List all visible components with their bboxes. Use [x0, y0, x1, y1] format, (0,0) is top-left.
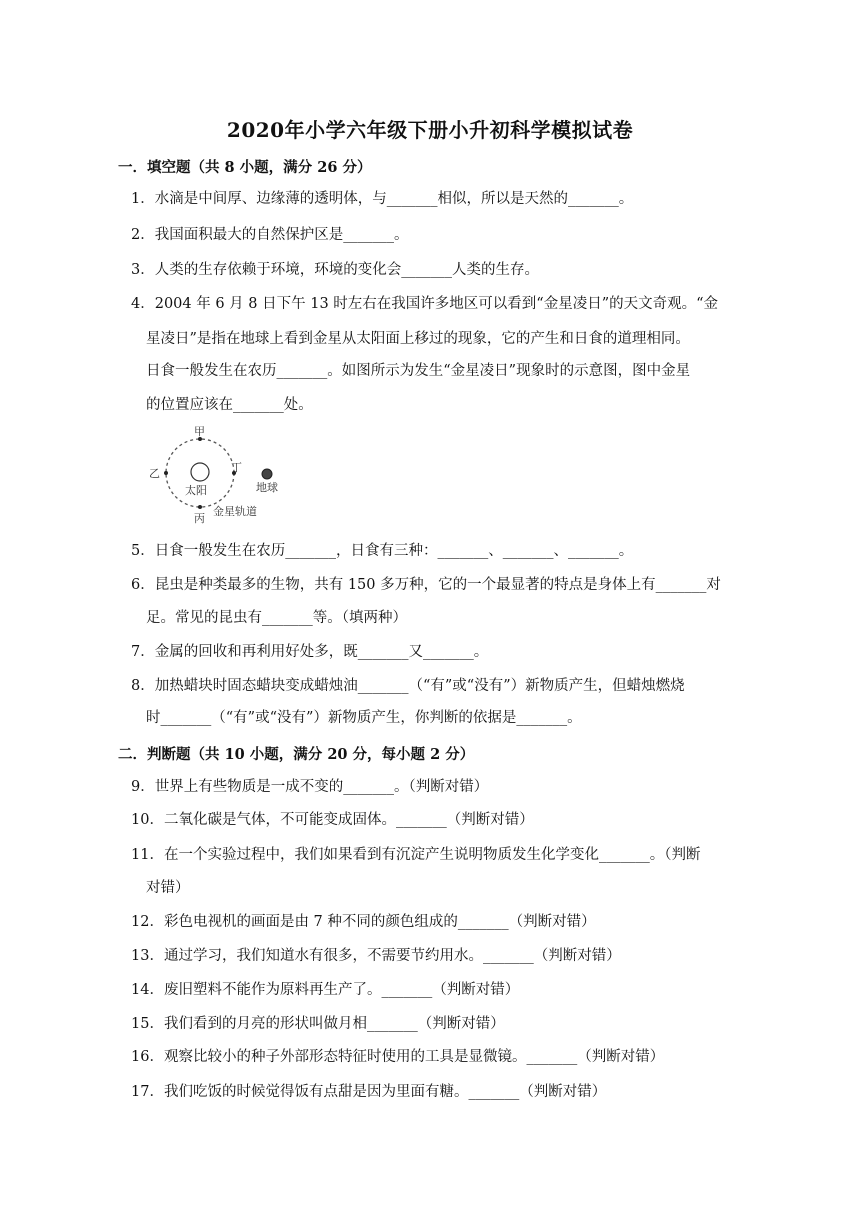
section-fill-blank-heading: 一．填空题（共 8 小题，满分 26 分）: [118, 159, 372, 176]
question-17: 17．我们吃饭的时候觉得饭有点甜是因为里面有糖。_______（判断对错）: [131, 1084, 607, 1100]
label-jia: 甲: [194, 425, 205, 438]
question-7: 7．金属的回收和再利用好处多，既_______又_______。: [131, 644, 489, 660]
position-bing-dot: [198, 505, 202, 509]
question-4-line-3: 日食一般发生在农历_______。如图所示为发生“金星凌日”现象时的示意图，图中金星: [146, 363, 691, 379]
label-venus-orbit: 金星轨道: [213, 505, 257, 518]
page-title: 2020年小学六年级下册小升初科学模拟试卷: [226, 118, 634, 142]
question-8-line-1: 8．加热蜡块时固态蜡块变成蜡烛油_______（“有”或“没有”）新物质产生，但蜡烛燃烧: [131, 678, 685, 694]
question-4-line-1: 4．2004 年 6 月 8 日下午 13 时左右在我国许多地区可以看到“金星凌日”的天文奇观。“金: [131, 296, 719, 312]
earth-circle: [262, 469, 272, 479]
label-ding: 丁: [231, 461, 242, 474]
question-6-line-2: 足。常见的昆虫有_______等。（填两种）: [146, 610, 407, 626]
question-11-line-2: 对错）: [146, 880, 190, 896]
question-6-line-1: 6．昆虫是种类最多的生物，共有 150 多万种，它的一个最显著的特点是身体上有_______对: [131, 577, 721, 593]
question-8-line-2: 时_______（“有”或“没有”）新物质产生，你判断的依据是_______。: [146, 710, 582, 726]
question-9: 9．世界上有些物质是一成不变的_______。（判断对错）: [131, 779, 489, 795]
question-1: 1．水滴是中间厚、边缘薄的透明体，与_______相似，所以是天然的_______。: [131, 191, 634, 207]
question-12: 12．彩色电视机的画面是由 7 种不同的颜色组成的_______（判断对错）: [131, 914, 596, 930]
question-14: 14．废旧塑料不能作为原料再生产了。_______（判断对错）: [131, 982, 520, 998]
question-4-line-2: 星凌日”是指在地球上看到金星从太阳面上移过的现象，它的产生和日食的道理相同。: [146, 331, 690, 347]
label-earth: 地球: [256, 481, 278, 494]
question-16: 16．观察比较小的种子外部形态特征时使用的工具是显微镜。_______（判断对错）: [131, 1049, 665, 1065]
venus-transit-diagram: [145, 423, 287, 527]
position-yi-dot: [164, 471, 168, 475]
question-11-line-1: 11．在一个实验过程中，我们如果看到有沉淀产生说明物质发生化学变化_______。（判断: [131, 847, 701, 863]
label-bing: 丙: [194, 512, 205, 525]
question-3: 3．人类的生存依赖于环境，环境的变化会_______人类的生存。: [131, 262, 539, 278]
question-15: 15．我们看到的月亮的形状叫做月相_______（判断对错）: [131, 1016, 505, 1032]
question-10: 10．二氧化碳是气体，不可能变成固体。_______（判断对错）: [131, 812, 534, 828]
question-5: 5．日食一般发生在农历_______，日食有三种：_______、_______、_______。: [131, 543, 634, 559]
question-4-line-4: 的位置应该在_______处。: [146, 397, 313, 413]
question-13: 13．通过学习，我们知道水有很多，不需要节约用水。_______（判断对错）: [131, 948, 621, 964]
label-sun: 太阳: [185, 484, 207, 497]
label-yi: 乙: [149, 467, 160, 480]
section-true-false-heading: 二．判断题（共 10 小题，满分 20 分，每小题 2 分）: [118, 746, 475, 763]
question-2: 2．我国面积最大的自然保护区是_______。: [131, 227, 409, 243]
